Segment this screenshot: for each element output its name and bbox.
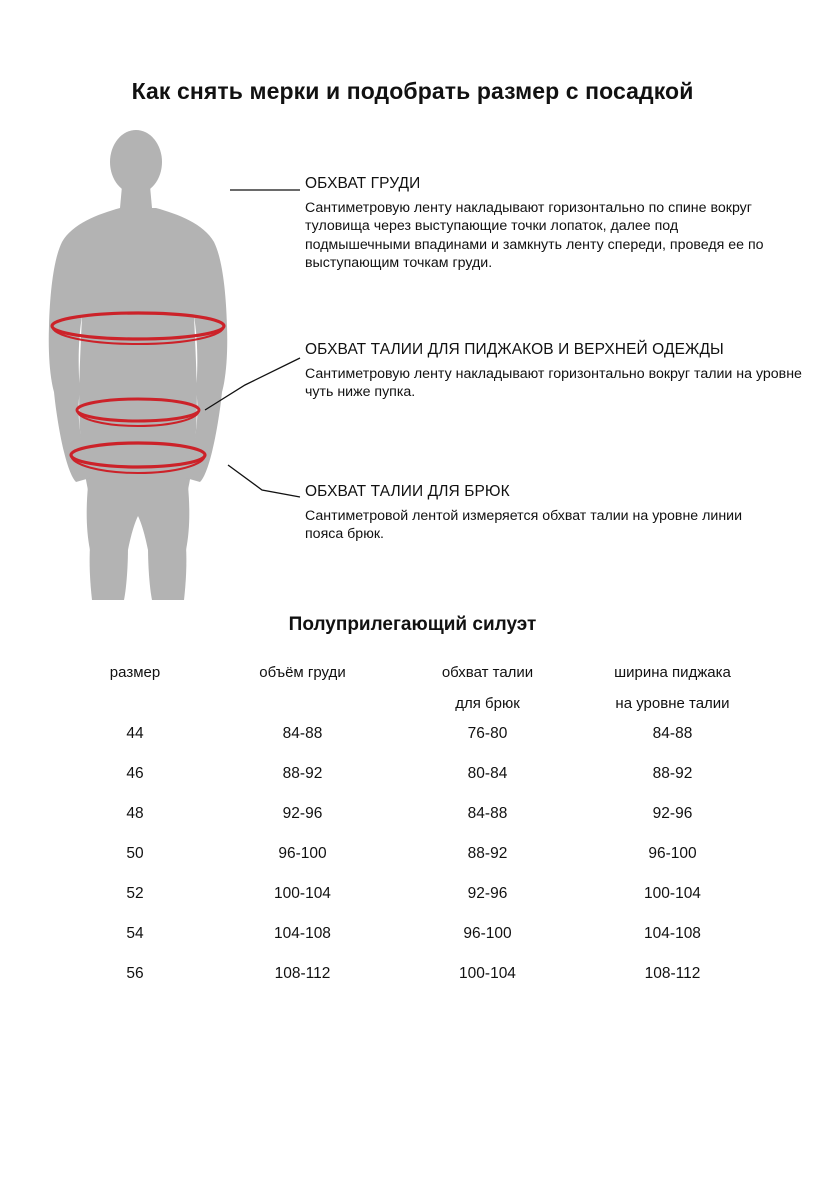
cell-size: 54: [126, 925, 144, 942]
cell-waist: 80-84: [467, 765, 508, 782]
table-body: [60, 714, 765, 994]
cell-waist: 84-88: [467, 805, 508, 822]
annotation-waist-pants: [305, 483, 775, 544]
cell-chest: 108-112: [274, 965, 331, 982]
cell-waist: 92-96: [467, 885, 508, 902]
column-header-size-line1: размер: [109, 664, 161, 681]
cell-size: 44: [126, 725, 144, 742]
table-row: [60, 874, 765, 914]
column-header-jacket-width-line1: ширина пиджака: [614, 664, 731, 681]
cell-jacket-width: 108-112: [644, 965, 701, 982]
annotation-waist-jacket-body: Сантиметровую ленту накладывают горизонтально вокруг талии на уровне чуть ниже пупка.: [305, 366, 802, 401]
cell-chest: 104-108: [274, 925, 331, 942]
column-header-jacket-width-line2: на уровне талии: [615, 695, 730, 712]
page-title: Как снять мерки и подобрать размер с посадкой: [131, 78, 694, 104]
cell-size: 46: [126, 765, 144, 782]
column-header-waist: [395, 660, 580, 714]
size-table: [60, 660, 765, 994]
column-header-chest-line1: объём груди: [259, 664, 346, 681]
column-header-jacket-width: [580, 660, 765, 714]
cell-jacket-width: 92-96: [652, 805, 693, 822]
cell-jacket-width: 96-100: [648, 845, 697, 862]
cell-chest: 96-100: [278, 845, 327, 862]
cell-chest: 88-92: [282, 765, 323, 782]
column-header-size: [60, 660, 210, 714]
cell-waist: 96-100: [463, 925, 512, 942]
annotation-chest: [305, 175, 775, 273]
cell-waist: 76-80: [467, 725, 508, 742]
table-row: [60, 914, 765, 954]
cell-chest: 100-104: [274, 885, 331, 902]
table-header-row: [60, 660, 765, 714]
annotation-chest-title: ОБХВАТ ГРУДИ: [305, 175, 421, 192]
cell-chest: 92-96: [282, 805, 323, 822]
cell-size: 56: [126, 965, 144, 982]
column-header-chest: [210, 660, 395, 714]
table-row: [60, 834, 765, 874]
table-row: [60, 714, 765, 754]
cell-size: 48: [126, 805, 144, 822]
table-row: [60, 794, 765, 834]
table-row: [60, 754, 765, 794]
column-header-waist-line2: для брюк: [455, 695, 520, 712]
cell-chest: 84-88: [282, 725, 323, 742]
table-row: [60, 954, 765, 994]
annotation-waist-pants-body: Сантиметровой лентой измеряется обхват талии на уровне линии пояса брюк.: [305, 508, 743, 543]
annotation-chest-body: Сантиметровую ленту накладывают горизонтально по спине вокруг туловища через выступающие точки лопаток, далее под подмышечными впадинами и замкнуть ленту спереди, проведя ее по выступающим точкам груди.: [305, 200, 764, 272]
annotation-waist-jacket-title: ОБХВАТ ТАЛИИ ДЛЯ ПИДЖАКОВ И ВЕРХНЕЙ ОДЕЖДЫ: [305, 341, 724, 358]
cell-jacket-width: 100-104: [644, 885, 701, 902]
cell-jacket-width: 88-92: [652, 765, 693, 782]
cell-jacket-width: 104-108: [644, 925, 701, 942]
cell-size: 50: [126, 845, 144, 862]
column-header-waist-line1: обхват талии: [441, 664, 534, 681]
cell-waist: 100-104: [459, 965, 516, 982]
cell-size: 52: [126, 885, 144, 902]
annotation-waist-jacket: [305, 341, 805, 402]
cell-jacket-width: 84-88: [652, 725, 693, 742]
annotation-waist-pants-title: ОБХВАТ ТАЛИИ ДЛЯ БРЮК: [305, 483, 510, 500]
cell-waist: 88-92: [467, 845, 508, 862]
table-caption: Полуприлегающий силуэт: [288, 614, 537, 635]
